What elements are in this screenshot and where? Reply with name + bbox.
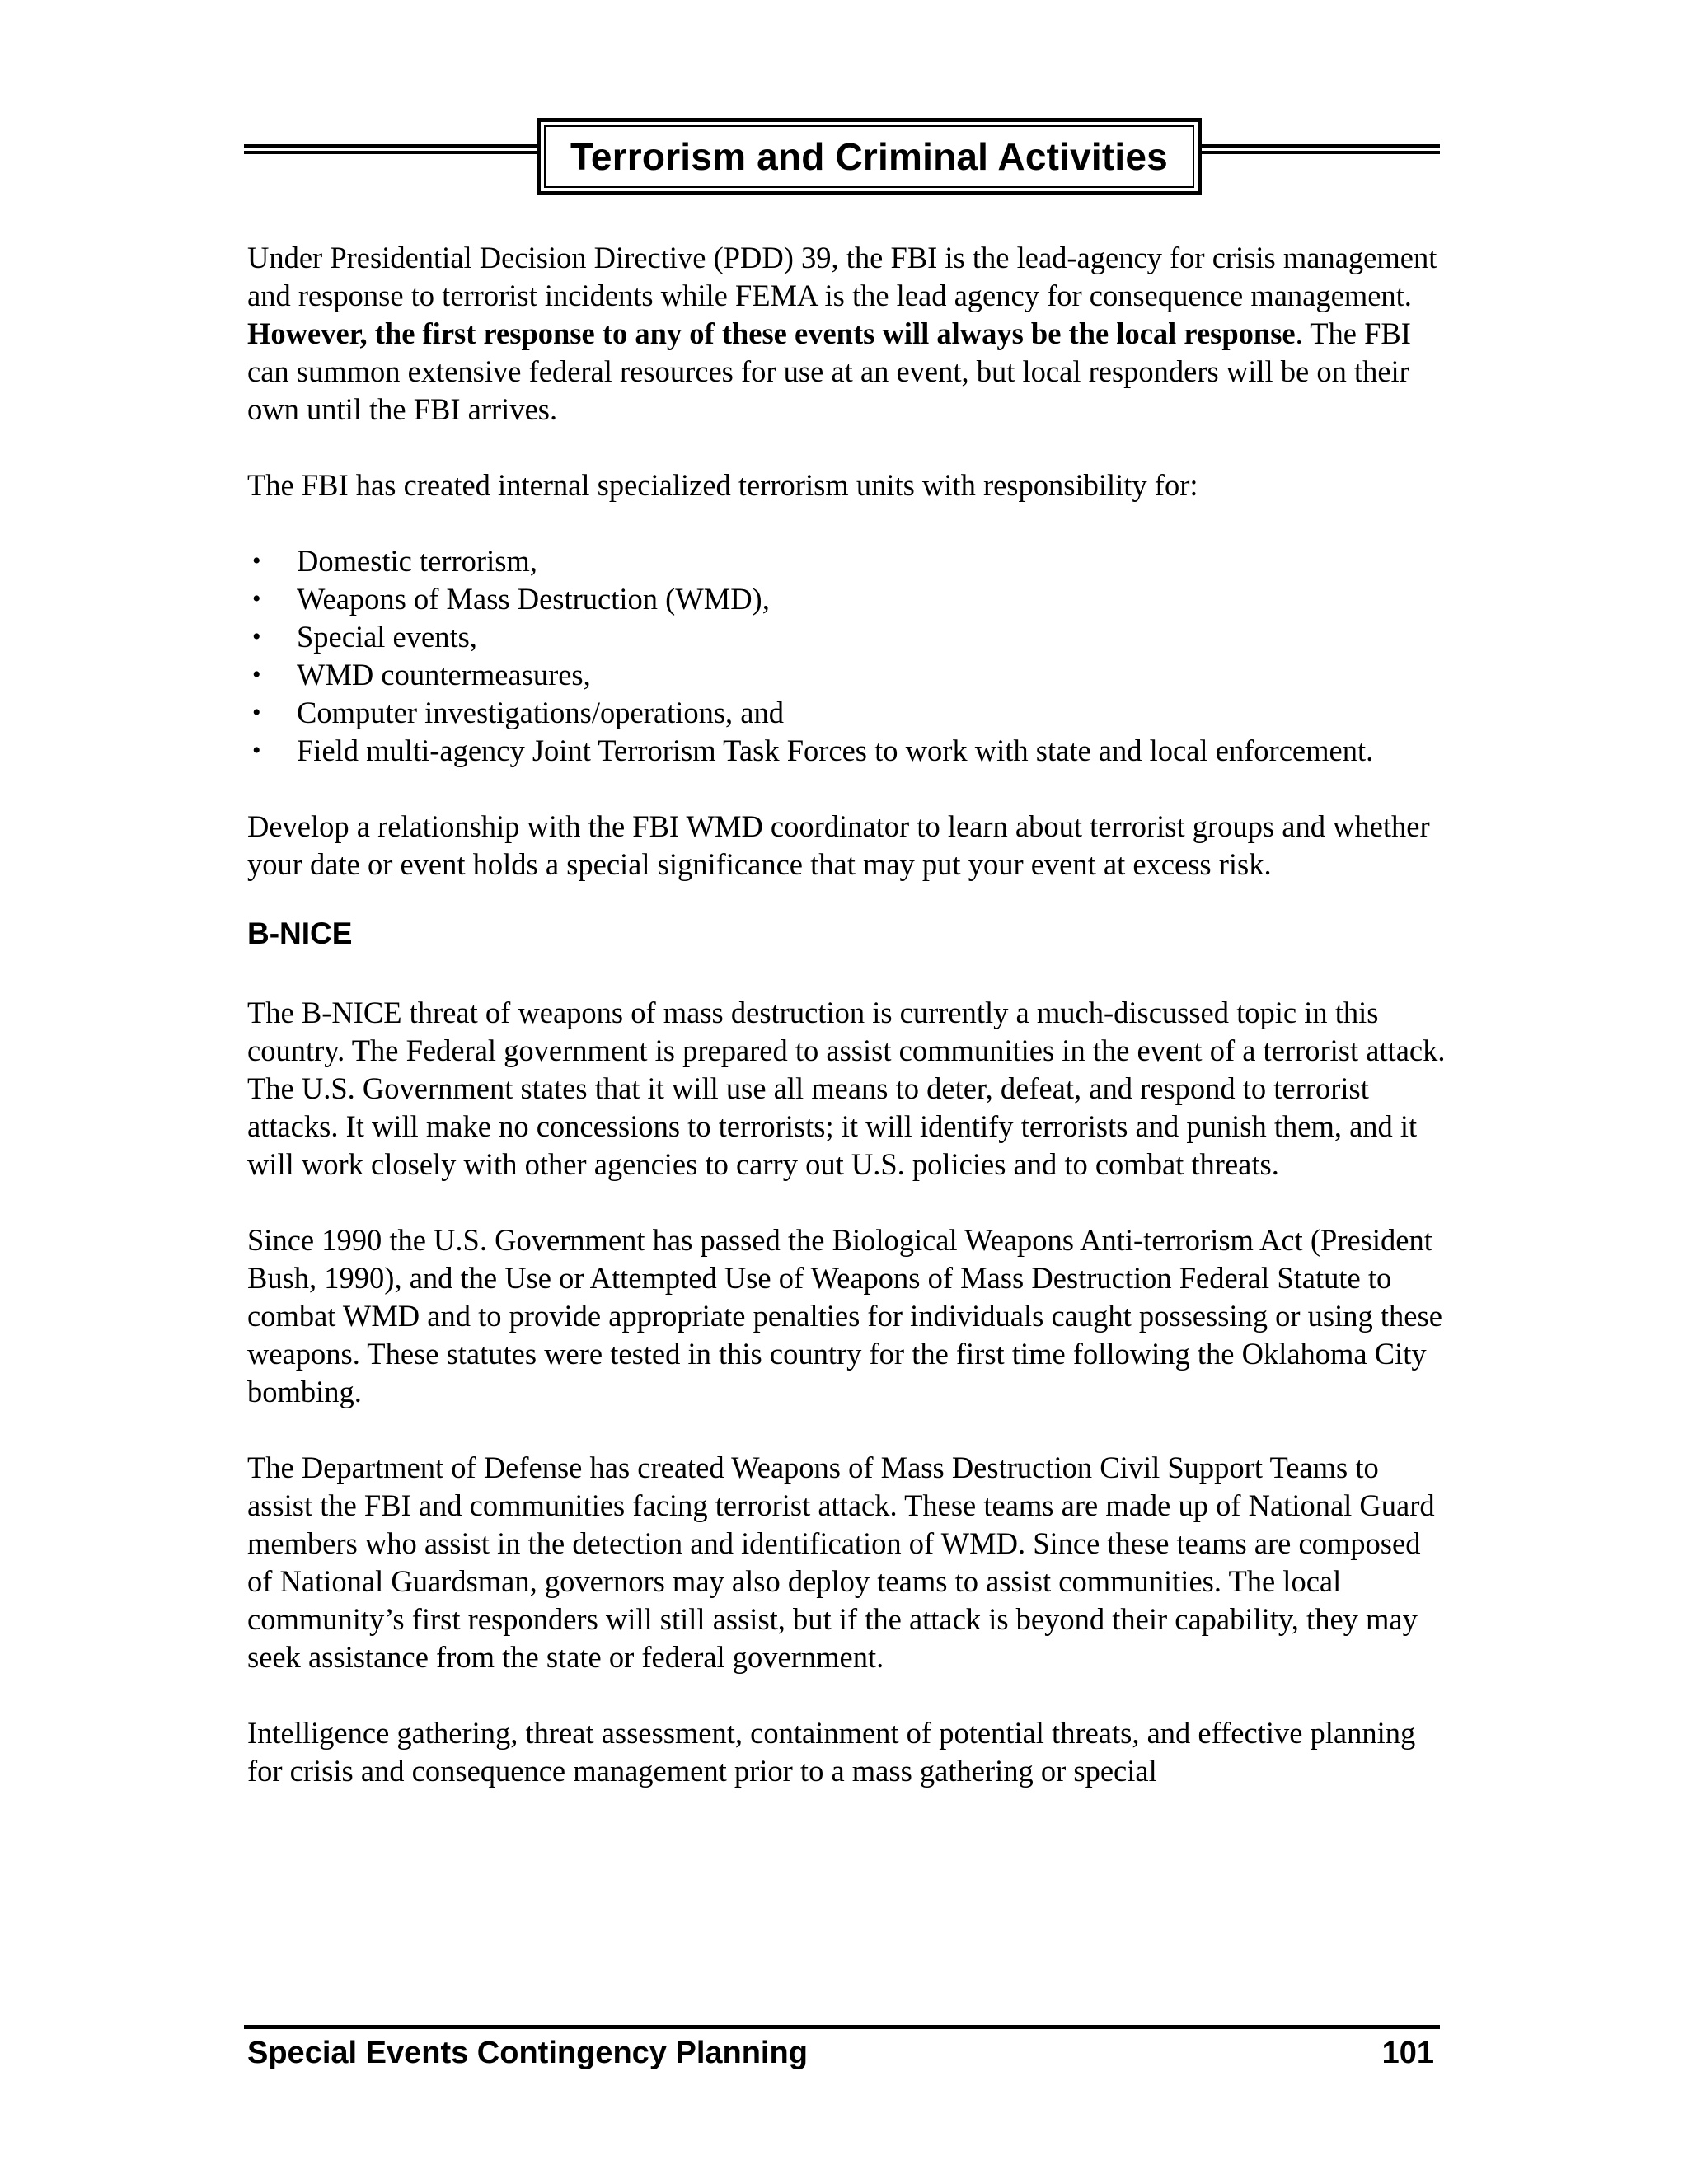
page-title: Terrorism and Criminal Activities — [544, 125, 1194, 188]
bold-emphasis: However, the first response to any of these events will always be the local response — [247, 316, 1296, 350]
title-rule-left — [244, 144, 537, 154]
paragraph-bnice-threat: The B-NICE threat of weapons of mass destruction is currently a much-discussed topic in this country. The Federal government is prepared to assist communities in the event of a terrorist attack. The U.S. Government states that it will use all means to deter, defeat, and respond to terrorist attacks. It will make no concessions to terrorists; it will identify terrorists and punish them, and it will work closely with other agencies to carry out U.S. policies and to combat threats. — [247, 996, 1446, 1181]
page-footer — [247, 2032, 1434, 2074]
bullet-list — [247, 542, 1451, 770]
page-number: 101 — [1381, 2036, 1434, 2070]
bullet-icon: • — [252, 623, 261, 650]
bullet-icon: • — [252, 737, 261, 764]
paragraph-dod-teams: The Department of Defense has created Weapons of Mass Destruction Civil Support Teams to assist the FBI and communities facing terrorist attack. These teams are made up of National Guard members who assist in the detection and identification of WMD. Since these teams are composed of National Guardsman, governors may also deploy teams to assist communities. The local community’s first responders will still assist, but if the attack is beyond their capability, they may seek assistance from the state or federal government. — [247, 1451, 1435, 1674]
bullet-icon: • — [252, 585, 261, 612]
bullet-icon: • — [252, 547, 261, 574]
list-item: • Special events, — [247, 618, 1451, 656]
list-item: • Field multi-agency Joint Terrorism Task Forces to work with state and local enforcement. — [247, 732, 1451, 770]
paragraph-pdd39: Under Presidential Decision Directive (PDD) 39, the FBI is the lead-agency for crisis management and response to terrorist incidents while FEMA is the lead agency for consequence management. However, the first response to any of these events will always be the local response. The FBI can summon extensive federal resources for use at an event, but local responders will be on their own until the FBI arrives. — [247, 241, 1437, 426]
list-item: • Weapons of Mass Destruction (WMD), — [247, 580, 1451, 618]
list-item: • WMD countermeasures, — [247, 656, 1451, 694]
paragraph-intelligence: Intelligence gathering, threat assessment, containment of potential threats, and effective planning for crisis and consequence management prior to a mass gathering or special — [247, 1716, 1416, 1788]
bullet-icon: • — [252, 661, 261, 688]
title-rule-right — [1202, 144, 1440, 154]
footer-rule — [244, 2025, 1440, 2029]
paragraph-fbi-units: The FBI has created internal specialized terrorism units with responsibility for: — [247, 468, 1198, 502]
title-box — [537, 118, 1202, 195]
section-heading-bnice: B-NICE — [247, 916, 353, 950]
list-item: • Computer investigations/operations, and — [247, 694, 1451, 732]
paragraph-wmd-coordinator: Develop a relationship with the FBI WMD coordinator to learn about terrorist groups and whether your date or event holds a special significance that may put your event at excess risk. — [247, 809, 1430, 881]
list-item: • Domestic terrorism, — [247, 542, 1451, 580]
body-content — [247, 239, 1451, 1790]
paragraph-statutes: Since 1990 the U.S. Government has passed the Biological Weapons Anti-terrorism Act (President Bush, 1990), and the Use or Attempted Use of Weapons of Mass Destruction Federal Statute to combat WMD and to provide appropriate penalties for individuals caught possessing or using these weapons. These statutes were tested in this country for the first time following the Oklahoma City bombing. — [247, 1223, 1442, 1408]
bullet-icon: • — [252, 699, 261, 726]
footer-title: Special Events Contingency Planning — [247, 2036, 808, 2070]
